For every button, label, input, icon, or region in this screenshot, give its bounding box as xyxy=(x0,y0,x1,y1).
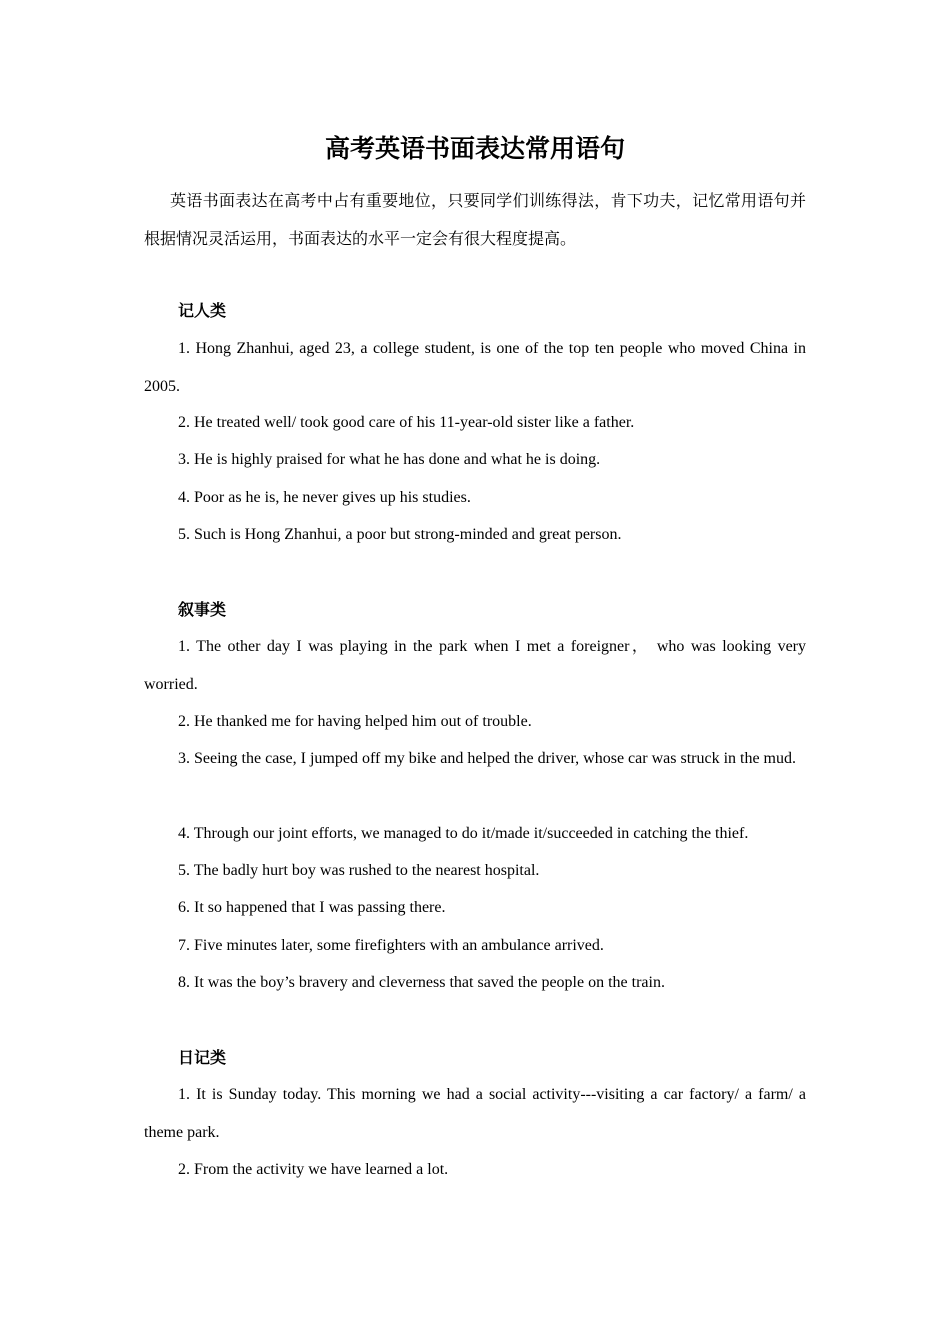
list-item: 7. Five minutes later, some firefighters with an ambulance arrived. xyxy=(178,937,604,954)
list-item: 1. The other day I was playing in the park when I met a foreigner， who was looking very worried. xyxy=(144,638,806,693)
list-item: 3. Seeing the case, I jumped off my bike and helped the driver, whose car was struck in the mud. xyxy=(178,750,796,767)
list-item: 6. It so happened that I was passing there. xyxy=(178,899,446,916)
list-item: 2. From the activity we have learned a lot. xyxy=(178,1161,449,1178)
list-item: 5. Such is Hong Zhanhui, a poor but strong-minded and great person. xyxy=(178,526,622,543)
list-item: 2. He thanked me for having helped him out of trouble. xyxy=(178,713,532,730)
list-item: 5. The badly hurt boy was rushed to the nearest hospital. xyxy=(178,862,540,879)
list-item: 1. Hong Zhanhui, aged 23, a college student, is one of the top ten people who moved China in 2005. xyxy=(144,340,806,395)
list-item: 1. It is Sunday today. This morning we had a social activity---visiting a car factory/ a farm/ a theme park. xyxy=(144,1086,806,1141)
section-heading-narrative: 叙事类 xyxy=(178,600,227,619)
section-heading-people: 记人类 xyxy=(178,301,227,320)
list-item: 4. Through our joint efforts, we managed to do it/made it/succeeded in catching the thief. xyxy=(178,825,749,842)
page-title: 高考英语书面表达常用语句 xyxy=(324,134,625,163)
list-item: 2. He treated well/ took good care of his 11-year-old sister like a father. xyxy=(178,414,635,431)
intro-paragraph: 英语书面表达在高考中占有重要地位，只要同学们训练得法，肯下功夫，记忆常用语句并根据情况灵活运用，书面表达的水平一定会有很大程度提高。 xyxy=(144,191,806,248)
list-item: 3. He is highly praised for what he has done and what he is doing. xyxy=(178,451,601,468)
list-item: 4. Poor as he is, he never gives up his studies. xyxy=(178,489,471,506)
section-heading-diary: 日记类 xyxy=(178,1048,227,1067)
list-item: 8. It was the boy’s bravery and cleverness that saved the people on the train. xyxy=(178,974,665,991)
